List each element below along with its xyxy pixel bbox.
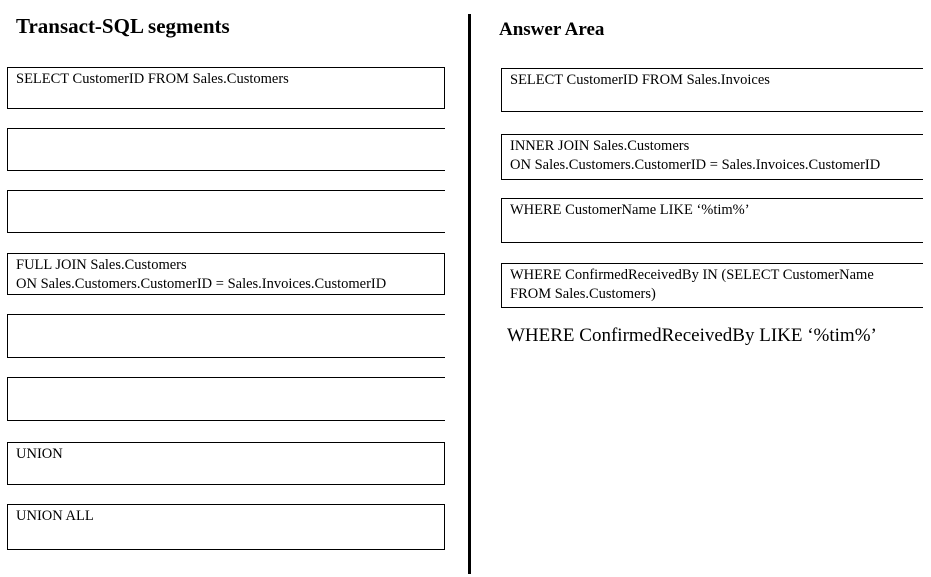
answer-slot-where-confirmed-in[interactable]: [501, 263, 923, 308]
answer-line: ON Sales.Customers.CustomerID = Sales.Invoices.CustomerID: [510, 157, 881, 173]
segment-line: FULL JOIN Sales.Customers: [16, 257, 187, 273]
segment-empty-slot[interactable]: [7, 190, 445, 233]
loose-segment-where-confirmed-like[interactable]: WHERE ConfirmedReceivedBy LIKE ‘%tim%’: [507, 325, 877, 346]
panel-divider: [468, 14, 471, 574]
segment-line: UNION: [16, 446, 63, 462]
segment-union-all[interactable]: [7, 504, 445, 550]
answer-line: INNER JOIN Sales.Customers: [510, 138, 690, 154]
segment-full-join[interactable]: [7, 253, 445, 295]
answer-slot-where-customername[interactable]: [501, 198, 923, 243]
segments-heading: Transact-SQL segments: [16, 14, 230, 38]
answer-area-heading: Answer Area: [499, 19, 605, 40]
segment-select-customers[interactable]: [7, 67, 445, 109]
segment-empty-slot[interactable]: [7, 377, 445, 421]
segment-line: SELECT CustomerID FROM Sales.Customers: [16, 71, 289, 87]
answer-line: WHERE ConfirmedReceivedBy IN (SELECT CustomerName: [510, 267, 874, 283]
answer-line: WHERE CustomerName LIKE ‘%tim%’: [510, 202, 750, 218]
answer-slot-select-invoices[interactable]: [501, 68, 923, 112]
answer-line: FROM Sales.Customers): [510, 286, 656, 302]
segment-union[interactable]: [7, 442, 445, 485]
segment-line: UNION ALL: [16, 508, 94, 524]
segment-empty-slot[interactable]: [7, 314, 445, 358]
segment-line: ON Sales.Customers.CustomerID = Sales.Invoices.CustomerID: [16, 276, 387, 292]
segment-empty-slot[interactable]: [7, 128, 445, 171]
answer-line: SELECT CustomerID FROM Sales.Invoices: [510, 72, 770, 88]
answer-slot-inner-join[interactable]: [501, 134, 923, 180]
